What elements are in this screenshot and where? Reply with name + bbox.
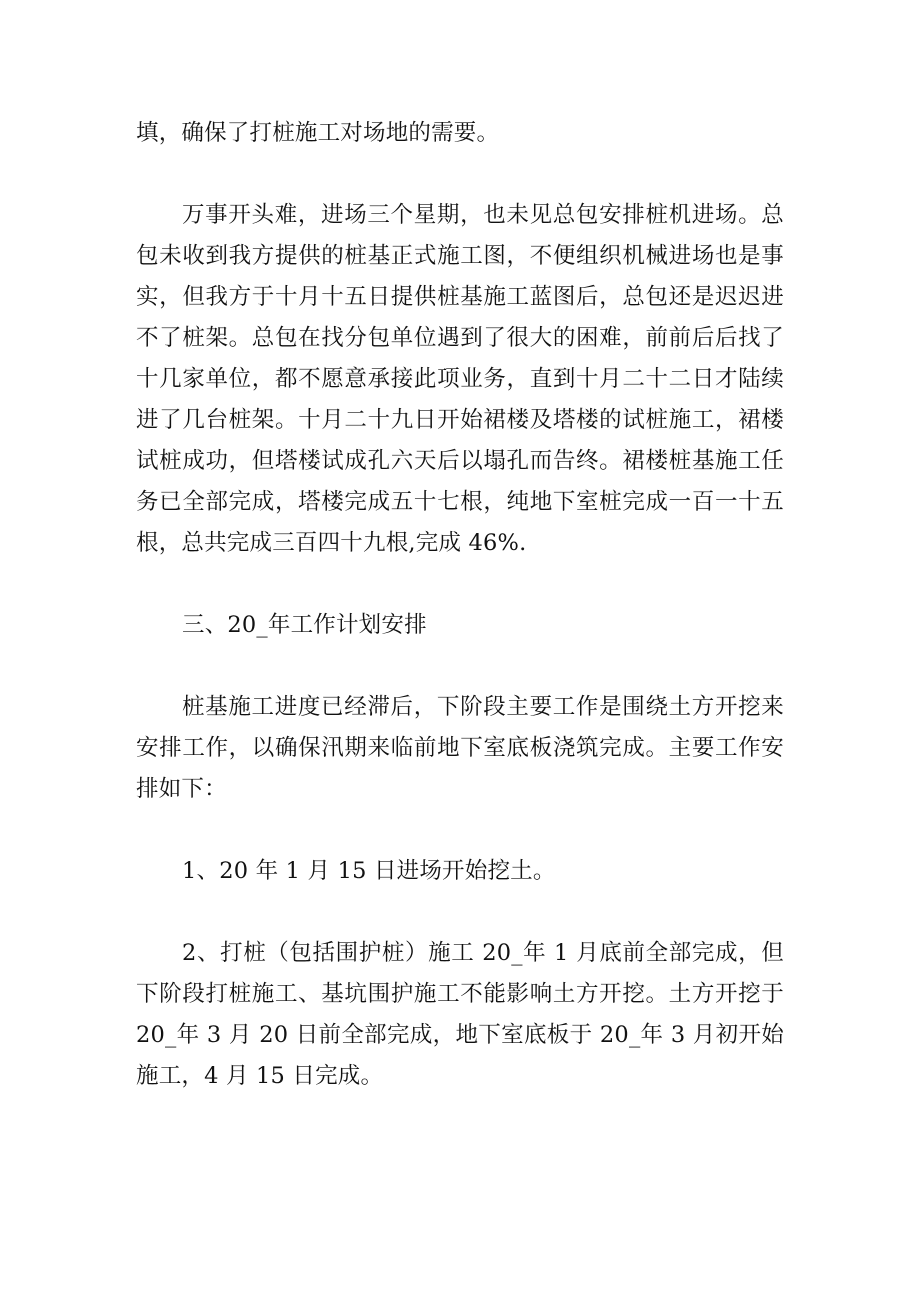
paragraph-plan-intro: 桩基施工进度已经滞后，下阶段主要工作是围绕土方开挖来安排工作，以确保汛期来临前地下室底板浇筑完成。主要工作安排如下： (136, 694, 784, 802)
section-heading-work-plan: 三、20_年工作计划安排 (182, 612, 427, 638)
paragraph-site-fill: 填，确保了打桩施工对场地的需要。 (136, 120, 500, 146)
list-item-1: 1、20 年 1 月 15 日进场开始挖土。 (182, 858, 556, 884)
list-item-2: 2、打桩（包括围护桩）施工 20_年 1 月底前全部完成，但下阶段打桩施工、基坑围护施工不能影响土方开挖。土方开挖于 20_年 3 月 20 日前全部完成，地下室底板于 20_年 3 月初开始施工，4 月 15 日完成。 (136, 940, 784, 1089)
paragraph-pile-progress: 万事开头难，进场三个星期，也未见总包安排桩机进场。总包未收到我方提供的桩基正式施工图，不便组织机械进场也是事实，但我方于十月十五日提供桩基施工蓝图后，总包还是迟迟进不了桩架。总包在找分包单位遇到了很大的困难，前前后后找了十几家单位，都不愿意承接此项业务，直到十月二十二日才陆续进了几台桩架。十月二十九日开始裙楼及塔楼的试桩施工，裙楼试桩成功，但塔楼试成孔六天后以塌孔而告终。裙楼桩基施工任务已全部完成，塔楼完成五十七根，纯地下室桩完成一百一十五根，总共完成三百四十九根,完成 46%. (136, 202, 784, 556)
